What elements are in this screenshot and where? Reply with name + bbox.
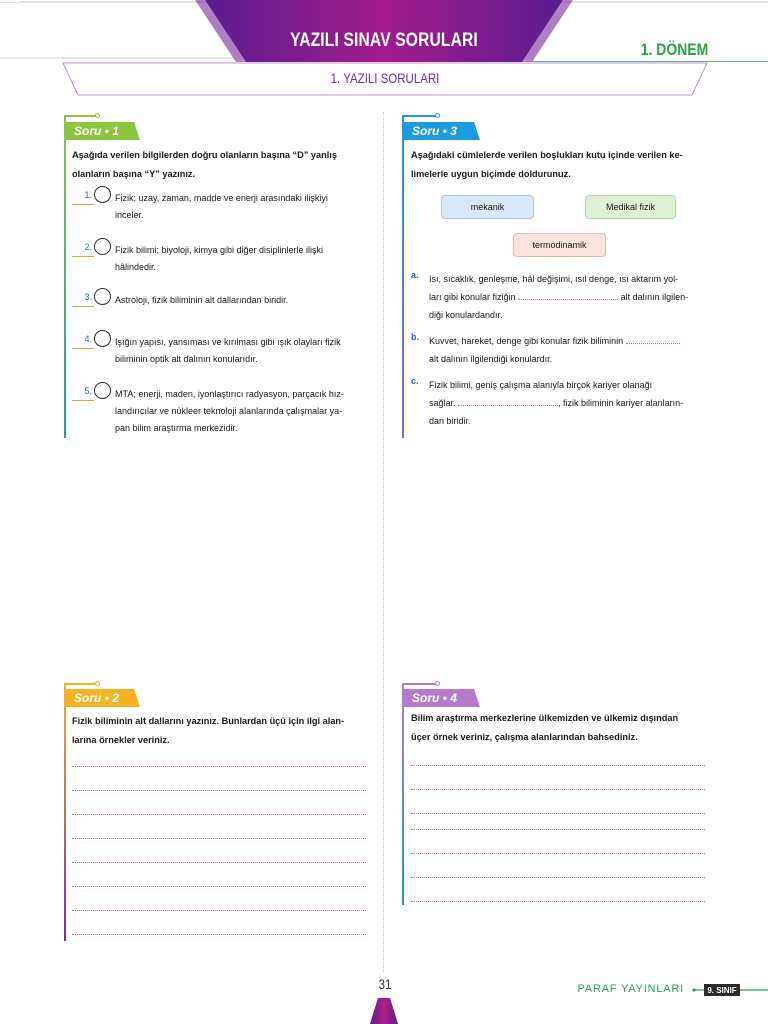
blank-c[interactable] (458, 396, 558, 406)
publisher-name: PARAF YAYINLARI (577, 983, 684, 995)
answer-line[interactable] (72, 790, 366, 791)
soru1-dot (95, 113, 100, 118)
word-box-medikal-fizik: Medikal fizik (585, 195, 676, 219)
answer-line[interactable] (72, 934, 366, 935)
soru1-prompt: Aşağıda verilen bilgilerden doğru olanların başına “D” yanlış olanların başına “Y” yazınız. (72, 150, 337, 179)
page-number: 31 (378, 976, 392, 992)
answer-line[interactable] (411, 901, 705, 902)
answer-line[interactable] (411, 789, 705, 790)
term-label: 1. DÖNEM (640, 40, 708, 59)
answer-line[interactable] (72, 814, 366, 815)
answer-circle-2[interactable] (94, 238, 111, 255)
soru4-prompt: Bilim araştırma merkezlerine ülkemizden ve ülkemiz dışından üçer örnek veriniz, çalışma alanlarından bahsediniz. (411, 713, 679, 742)
answer-circle-3[interactable] (94, 288, 111, 305)
soru3-prompt: Aşağıdaki cümlelerde verilen boşlukları kutu içinde verilen ke- limelerle uygun biçimde doldurunuz. (411, 150, 683, 179)
word-box-mekanik: mekanik (441, 195, 534, 219)
answer-line[interactable] (411, 813, 705, 814)
tf-underline (72, 204, 94, 205)
answer-circle-4[interactable] (94, 330, 111, 347)
soru1-tag: Soru • 1 (64, 122, 140, 140)
soru2-topline (64, 683, 98, 685)
answer-line[interactable] (72, 838, 366, 839)
answer-line[interactable] (72, 910, 366, 911)
grade-badge: 9. SINIF (704, 984, 740, 996)
blank-a[interactable] (518, 290, 618, 300)
soru4-dot (435, 681, 440, 686)
soru3-topline (402, 115, 438, 117)
answer-line[interactable] (411, 877, 705, 878)
soru2-tag: Soru • 2 (64, 689, 140, 707)
answer-circle-1[interactable] (94, 186, 111, 203)
soru4-sideline (402, 683, 404, 905)
answer-line[interactable] (72, 886, 366, 887)
soru3-sideline (402, 115, 404, 438)
soru3-dot (435, 113, 440, 118)
soru2-prompt: Fizik biliminin alt dallarını yazınız. Bunlardan üçü için ilgi alan- larına örnekler veriniz. (72, 716, 345, 745)
soru2-dot (95, 681, 100, 686)
answer-line[interactable] (411, 829, 705, 830)
tf-underline (72, 348, 94, 349)
answer-circle-5[interactable] (94, 382, 111, 399)
tf-underline (72, 400, 94, 401)
word-box-termodinamik: termodinamik (513, 233, 606, 257)
column-divider (383, 112, 384, 972)
soru4-tag: Soru • 4 (402, 689, 480, 707)
tf-underline (72, 256, 94, 257)
soru2-sideline (64, 683, 66, 941)
answer-line[interactable] (72, 862, 366, 863)
soru4-topline (402, 683, 438, 685)
tf-underline (72, 306, 94, 307)
soru1-topline (64, 115, 98, 117)
answer-line[interactable] (411, 853, 705, 854)
soru1-sideline (64, 115, 66, 438)
answer-line[interactable] (72, 766, 366, 767)
answer-line[interactable] (411, 765, 705, 766)
page-title: YAZILI SINAV SORULARI (290, 30, 478, 51)
blank-b[interactable] (626, 334, 680, 344)
section-subtitle: 1. YAZILI SORULARI (330, 70, 440, 86)
soru3-tag: Soru • 3 (402, 122, 480, 140)
